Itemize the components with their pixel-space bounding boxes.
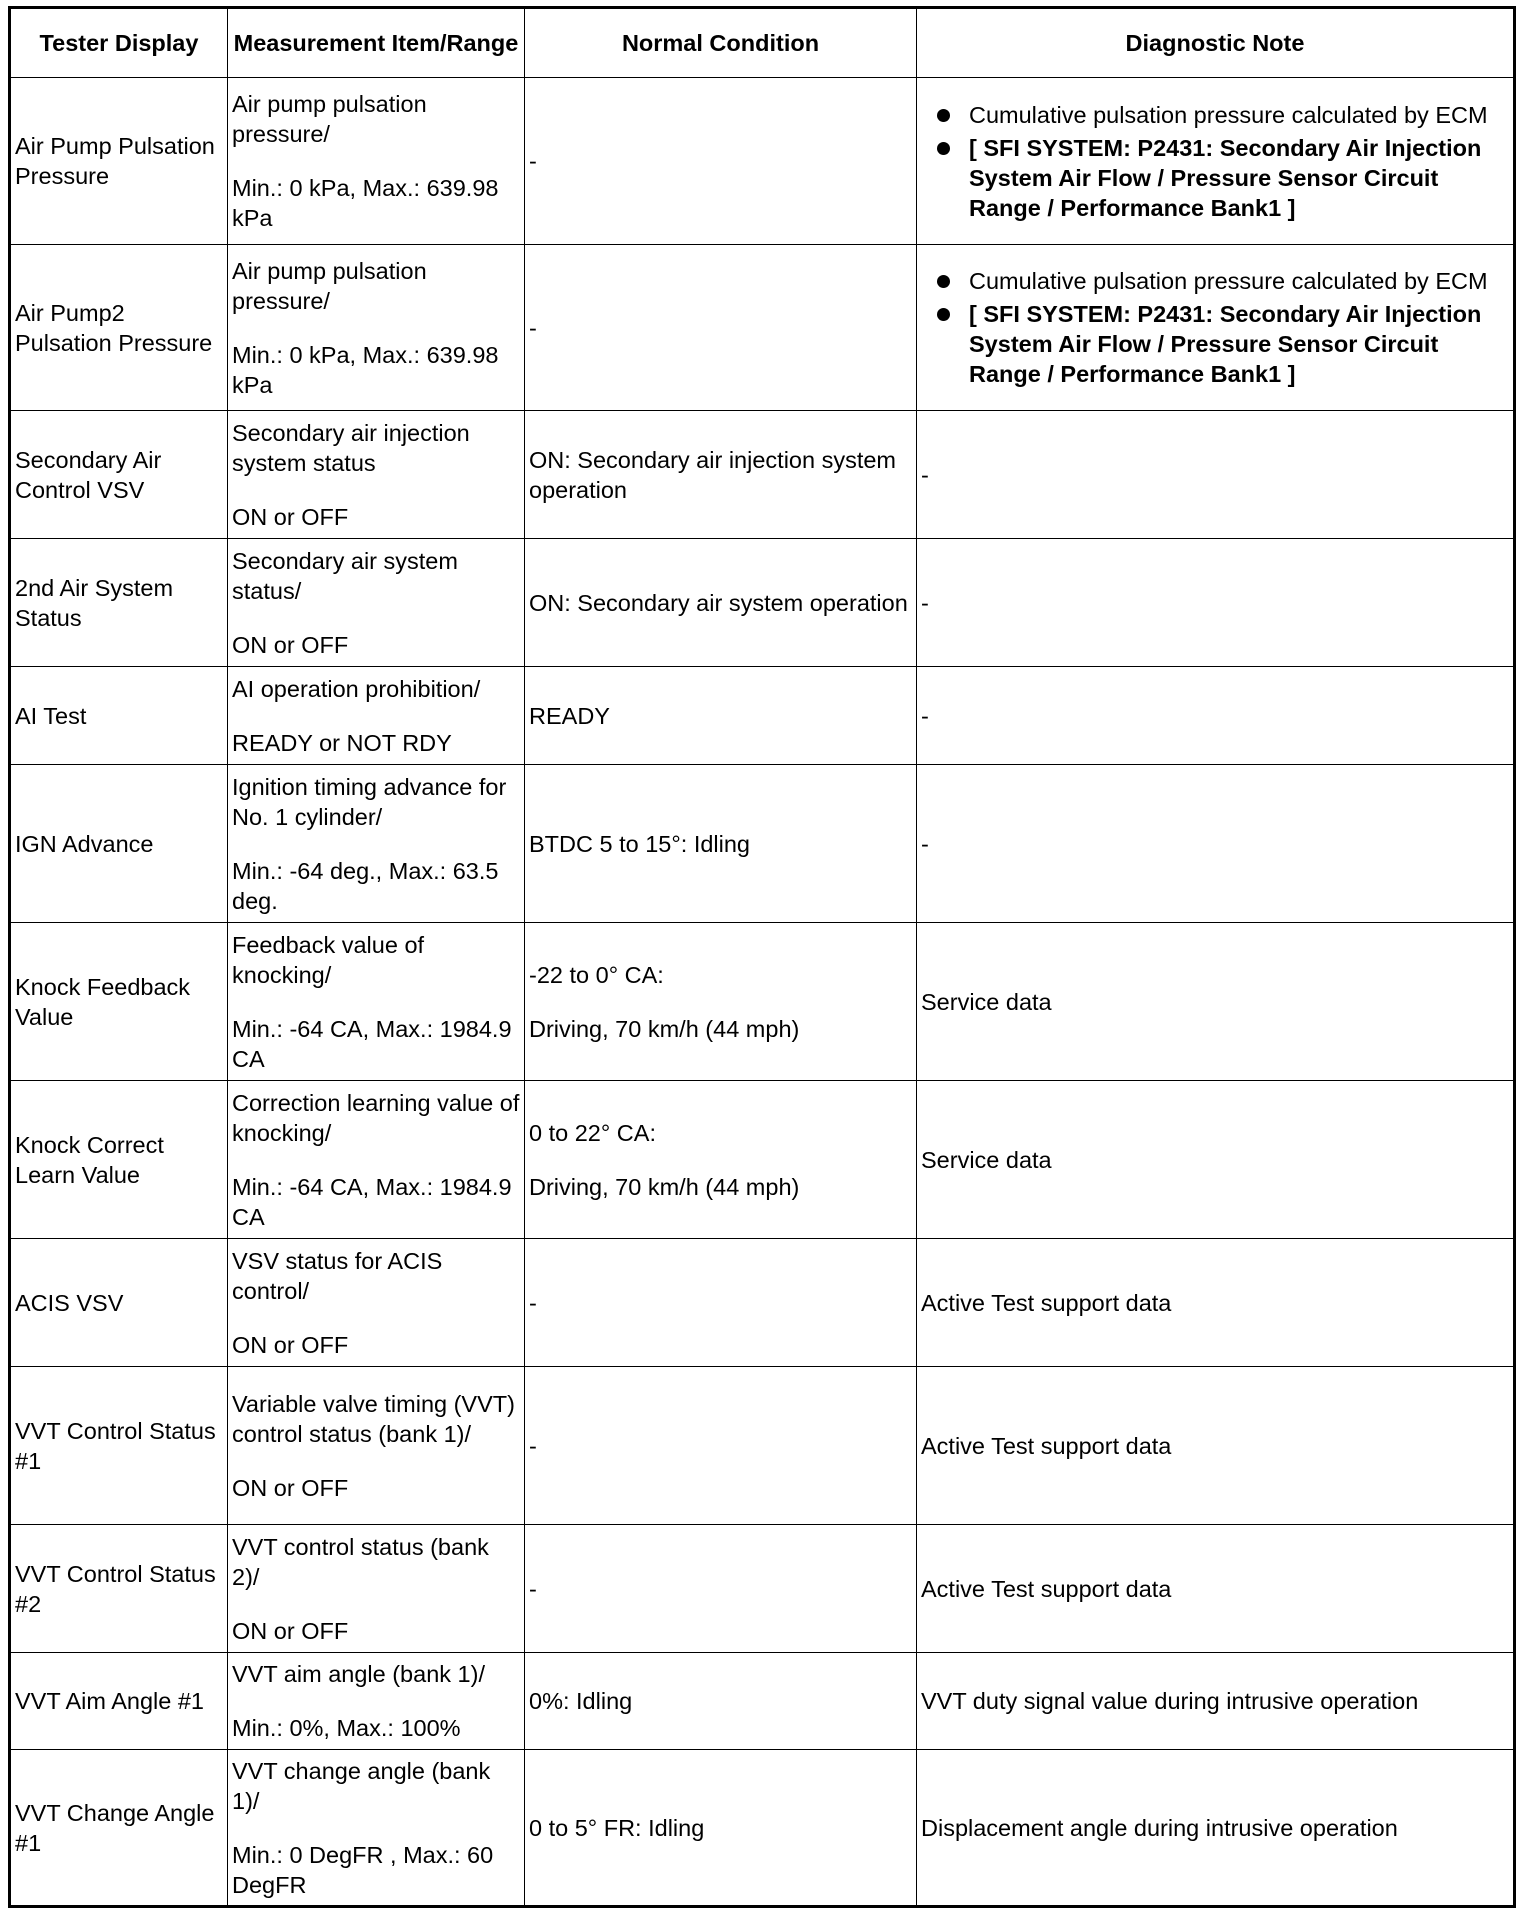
measurement-cell [228, 1525, 525, 1653]
measurement-item: VSV status for ACIS control/ [232, 1247, 443, 1304]
table-row [10, 411, 1515, 539]
normal-condition-cell [525, 667, 917, 765]
normal-condition: ON: Secondary air injection system operation [529, 446, 897, 503]
tester-display-cell: ACIS VSV [10, 1239, 228, 1367]
measurement-range: Min.: -64 CA, Max.: 1984.9 CA [232, 1015, 512, 1072]
normal-condition-cell [525, 245, 917, 411]
tester-display-cell: 2nd Air System Status [10, 539, 228, 667]
measurement-cell [228, 923, 525, 1081]
tester-display-cell: Air Pump2 Pulsation Pressure [10, 245, 228, 411]
diagnostic-note-cell [917, 78, 1515, 245]
diagnostic-note-cell: - [917, 411, 1515, 539]
tester-data-table [8, 6, 1516, 1908]
normal-condition-cell [525, 539, 917, 667]
table-row [10, 245, 1515, 411]
table-row [10, 667, 1515, 765]
normal-condition: 0%: Idling [529, 1688, 633, 1714]
measurement-range: ON or OFF [232, 1617, 349, 1644]
measurement-range: Min.: 0 DegFR , Max.: 60 DegFR [232, 1841, 494, 1898]
table-row [10, 765, 1515, 923]
bullet-icon [937, 308, 950, 321]
normal-condition: BTDC 5 to 15°: Idling [529, 830, 751, 857]
measurement-range: ON or OFF [232, 1331, 349, 1358]
header-normal-condition: Normal Condition [525, 8, 917, 78]
measurement-item: Variable valve timing (VVT) control status (bank 1)/ [232, 1390, 515, 1447]
tester-display-cell: VVT Change Angle #1 [10, 1750, 228, 1907]
diagnostic-note-cell: - [917, 539, 1515, 667]
measurement-cell [228, 411, 525, 539]
diagnostic-note-cell: - [917, 667, 1515, 765]
measurement-range: ON or OFF [232, 631, 349, 658]
measurement-range: Min.: 0%, Max.: 100% [232, 1715, 461, 1741]
normal-condition-cell [525, 1367, 917, 1525]
note-list [921, 266, 1509, 389]
bullet-icon [937, 109, 950, 122]
measurement-cell [228, 539, 525, 667]
table-row [10, 1081, 1515, 1239]
table-row [10, 923, 1515, 1081]
normal-condition-cell [525, 1239, 917, 1367]
document-page [8, 6, 1513, 1900]
measurement-cell [228, 78, 525, 245]
normal-condition: -22 to 0° CA: [529, 961, 664, 988]
header-diagnostic-note: Diagnostic Note [917, 8, 1515, 78]
measurement-item: Secondary air injection system status [232, 419, 470, 476]
tester-display-cell: Air Pump Pulsation Pressure [10, 78, 228, 245]
normal-condition: - [529, 148, 537, 174]
list-item: Cumulative pulsation pressure calculated by ECM [969, 100, 1509, 130]
measurement-cell [228, 765, 525, 923]
measurement-item: VVT control status (bank 2)/ [232, 1533, 489, 1590]
normal-condition: Driving, 70 km/h (44 mph) [529, 1173, 800, 1200]
measurement-item: Correction learning value of knocking/ [232, 1089, 520, 1146]
diagnostic-note-cell: Displacement angle during intrusive operation [917, 1750, 1515, 1907]
note-list [921, 100, 1509, 223]
normal-condition-cell [525, 1750, 917, 1907]
tester-display-cell: VVT Control Status #2 [10, 1525, 228, 1653]
diagnostic-note-cell: Service data [917, 1081, 1515, 1239]
measurement-range: Min.: 0 kPa, Max.: 639.98 kPa [232, 341, 499, 398]
normal-condition: 0 to 22° CA: [529, 1119, 656, 1146]
measurement-cell [228, 1750, 525, 1907]
tester-display-cell: Knock Correct Learn Value [10, 1081, 228, 1239]
normal-condition: - [529, 314, 537, 341]
diagnostic-note-cell: VVT duty signal value during intrusive operation [917, 1653, 1515, 1750]
tester-display-cell: IGN Advance [10, 765, 228, 923]
measurement-item: Ignition timing advance for No. 1 cylinder/ [232, 773, 507, 830]
table-row [10, 1367, 1515, 1525]
bullet-icon [937, 142, 950, 155]
measurement-item: AI operation prohibition/ [232, 675, 481, 702]
table-row [10, 1750, 1515, 1907]
diagnostic-note-cell [917, 245, 1515, 411]
table-row [10, 1653, 1515, 1750]
measurement-cell [228, 1081, 525, 1239]
measurement-range: ON or OFF [232, 503, 349, 530]
measurement-cell [228, 1239, 525, 1367]
diagnostic-note-cell: Active Test support data [917, 1367, 1515, 1525]
tester-display-cell: VVT Control Status #1 [10, 1367, 228, 1525]
tester-display-cell: Knock Feedback Value [10, 923, 228, 1081]
normal-condition-cell [525, 1081, 917, 1239]
normal-condition-cell [525, 923, 917, 1081]
dtc-reference-link[interactable]: [ SFI SYSTEM: P2431: Secondary Air Injection System Air Flow / Pressure Sensor Circuit Range / Performance Bank1 ] [969, 299, 1509, 389]
diagnostic-note-cell: Service data [917, 923, 1515, 1081]
normal-condition: - [529, 1432, 537, 1459]
header-tester-display: Tester Display [10, 8, 228, 78]
normal-condition-cell [525, 1525, 917, 1653]
dtc-reference-link[interactable]: [ SFI SYSTEM: P2431: Secondary Air Injection System Air Flow / Pressure Sensor Circuit Range / Performance Bank1 ] [969, 133, 1509, 223]
normal-condition-cell [525, 1653, 917, 1750]
tester-display-cell: VVT Aim Angle #1 [10, 1653, 228, 1750]
normal-condition-cell [525, 78, 917, 245]
measurement-item: Air pump pulsation pressure/ [232, 91, 427, 147]
table-row [10, 1239, 1515, 1367]
normal-condition: READY [529, 702, 610, 729]
measurement-range: Min.: -64 CA, Max.: 1984.9 CA [232, 1173, 512, 1230]
measurement-item: VVT aim angle (bank 1)/ [232, 1661, 485, 1687]
measurement-cell [228, 1367, 525, 1525]
measurement-item: VVT change angle (bank 1)/ [232, 1757, 491, 1814]
measurement-cell [228, 667, 525, 765]
normal-condition: 0 to 5° FR: Idling [529, 1814, 705, 1841]
table-row [10, 78, 1515, 245]
diagnostic-note-cell: Active Test support data [917, 1525, 1515, 1653]
bullet-icon [937, 275, 950, 288]
measurement-range: Min.: -64 deg., Max.: 63.5 deg. [232, 857, 499, 914]
list-item: Cumulative pulsation pressure calculated by ECM [969, 266, 1509, 296]
normal-condition: - [529, 1289, 537, 1316]
measurement-item: Secondary air system status/ [232, 547, 458, 604]
measurement-range: ON or OFF [232, 1474, 349, 1501]
header-measurement: Measurement Item/Range [228, 8, 525, 78]
normal-condition: Driving, 70 km/h (44 mph) [529, 1015, 800, 1042]
tester-display-cell: AI Test [10, 667, 228, 765]
measurement-cell [228, 245, 525, 411]
measurement-cell [228, 1653, 525, 1750]
measurement-range: READY or NOT RDY [232, 729, 452, 756]
diagnostic-note-cell: - [917, 765, 1515, 923]
normal-condition: - [529, 1575, 537, 1602]
table-row [10, 539, 1515, 667]
normal-condition: ON: Secondary air system operation [529, 589, 908, 616]
table-row [10, 1525, 1515, 1653]
diagnostic-note-cell: Active Test support data [917, 1239, 1515, 1367]
measurement-range: Min.: 0 kPa, Max.: 639.98 kPa [232, 175, 499, 231]
normal-condition-cell [525, 411, 917, 539]
measurement-item: Feedback value of knocking/ [232, 931, 425, 988]
header-row [10, 8, 1515, 78]
tester-display-cell: Secondary Air Control VSV [10, 411, 228, 539]
normal-condition-cell [525, 765, 917, 923]
measurement-item: Air pump pulsation pressure/ [232, 257, 427, 314]
